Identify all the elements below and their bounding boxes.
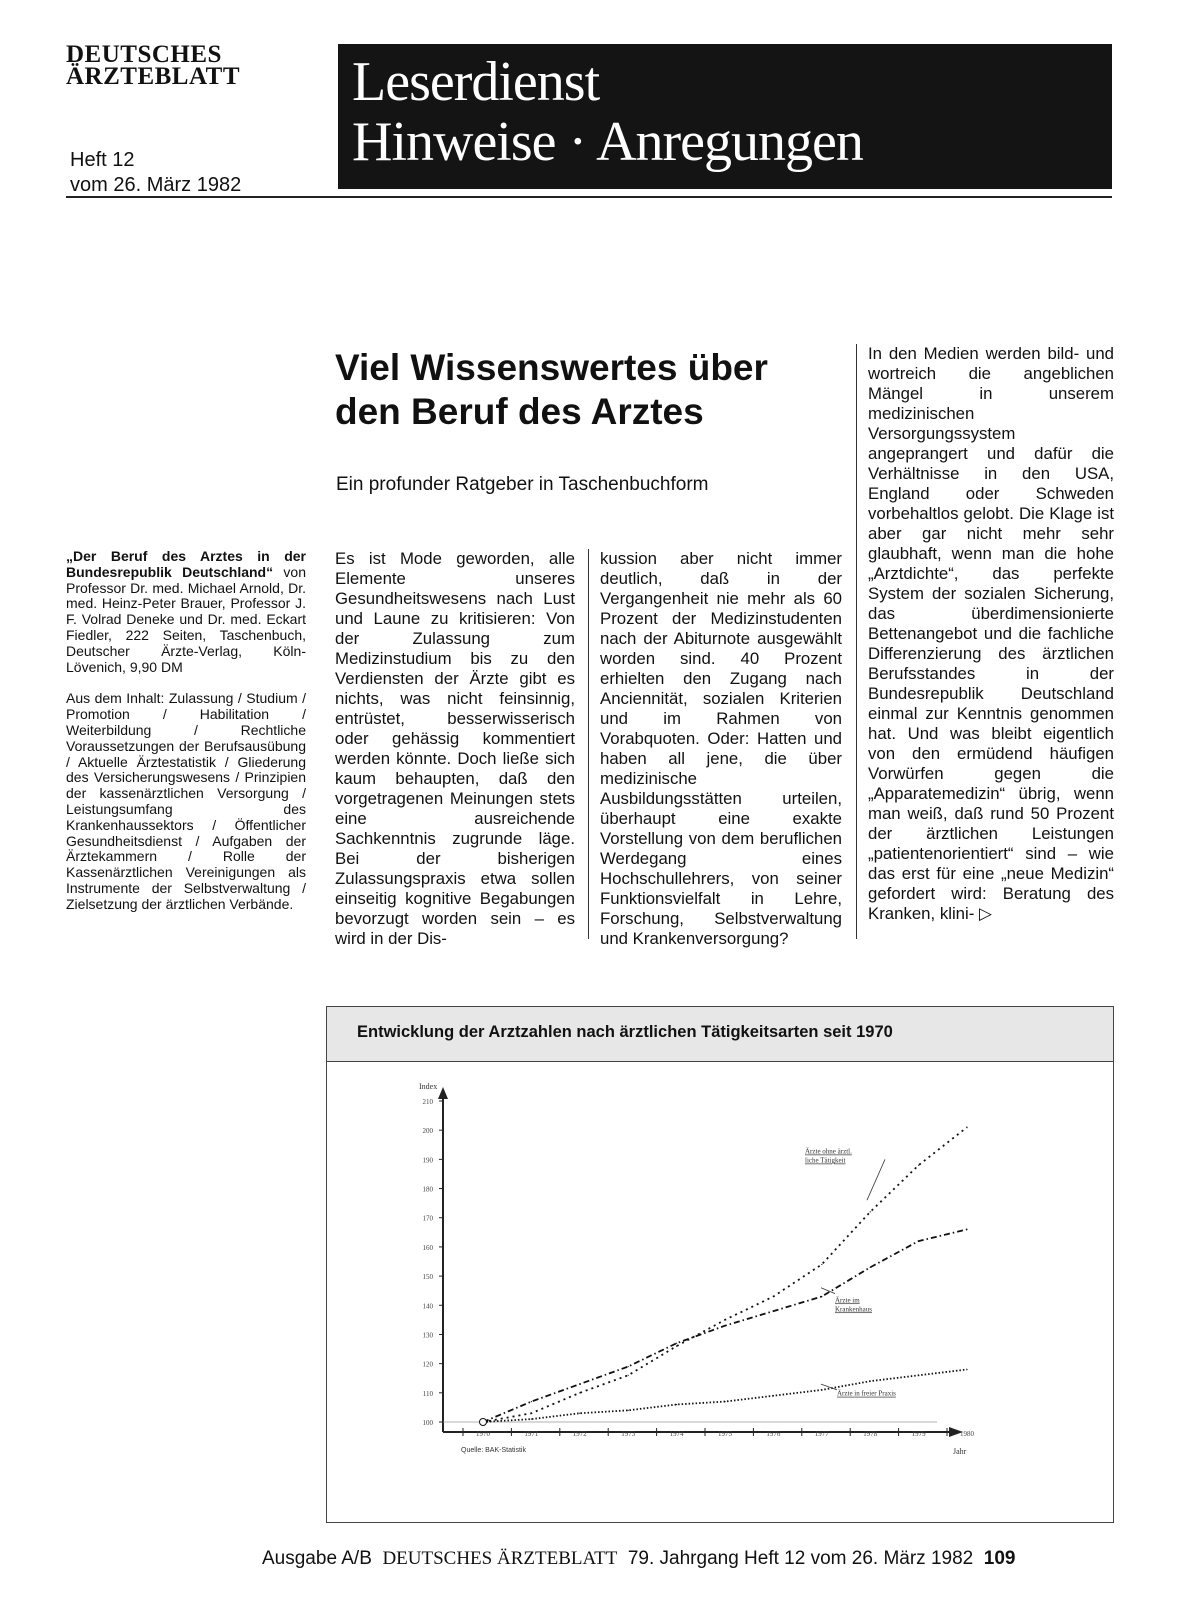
book-contents: Aus dem Inhalt: Zulassung / Studium / Promotion / Habilitation / Weiterbildung / Rechtliche Voraussetzungen der Berufsausübung / Aktuelle Ärztestatistik / Gliederung des Versicherungswesens / Prinzipien der kassenärztlichen Versorgung / Leistungsumfang des Krankenhaussektors / Öffentlicher Gesundheitsdienst / Aufgaben der Ärztekammern / Rolle der Kassenärztlichen Vereinigungen als Instrumente der Selbstverwaltung / Zielsetzung der ärztlichen Verbände. xyxy=(66,690,306,912)
y-tick-label: 200 xyxy=(422,1127,433,1136)
data-point xyxy=(724,1401,725,1402)
x-axis-label: Jahr xyxy=(953,1447,967,1456)
section-banner xyxy=(338,44,1112,189)
chart-source: Quelle: BAK-Statistik xyxy=(461,1447,526,1454)
data-point xyxy=(531,1413,532,1414)
data-point xyxy=(531,1401,532,1402)
banner-subtitle: Hinweise · Anregungen xyxy=(352,111,863,173)
y-tick-label: 100 xyxy=(422,1419,433,1427)
y-tick-label: 110 xyxy=(422,1389,433,1398)
data-point xyxy=(724,1319,725,1320)
data-point xyxy=(966,1369,967,1370)
y-tick-label: 130 xyxy=(422,1331,433,1340)
x-tick-label: 1977 xyxy=(814,1430,829,1438)
data-point xyxy=(724,1325,725,1326)
issue-number: Heft 12 xyxy=(70,149,135,171)
y-tick-label: 170 xyxy=(422,1214,433,1223)
data-point xyxy=(773,1395,774,1396)
series-label: Ärzte in freier Praxis xyxy=(837,1389,896,1398)
x-tick-label: 1979 xyxy=(911,1430,926,1438)
footer-issue: 79. Jahrgang Heft 12 vom 26. März 1982 xyxy=(627,1548,974,1569)
data-point xyxy=(918,1165,919,1166)
data-point xyxy=(579,1383,580,1384)
y-tick-label: 190 xyxy=(422,1156,433,1165)
masthead-logo xyxy=(66,41,241,90)
header-rule xyxy=(66,196,1112,198)
chart-frame xyxy=(326,1006,1114,1523)
book-info-sidebar xyxy=(66,549,306,929)
footer-magazine: DEUTSCHES ÄRZTEBLATT xyxy=(382,1548,618,1569)
x-tick-label: 1980 xyxy=(960,1430,974,1438)
origin-point xyxy=(480,1419,487,1426)
data-point xyxy=(628,1366,629,1367)
y-axis-arrow xyxy=(438,1087,448,1099)
y-axis-label: Index xyxy=(419,1082,438,1091)
chart-title: Entwicklung der Arztzahlen nach ärztlichen Tätigkeitsarten seit 1970 xyxy=(357,1023,893,1041)
data-point xyxy=(531,1418,532,1419)
series-label: liche Tätigkeit xyxy=(805,1156,846,1165)
data-point xyxy=(870,1211,871,1212)
article-subtitle: Ein profunder Ratgeber in Taschenbuchform xyxy=(336,474,709,495)
y-tick-label: 120 xyxy=(422,1360,433,1369)
masthead-line-2: ÄRZTEBLATT xyxy=(66,63,241,90)
data-point xyxy=(676,1346,677,1347)
x-tick-label: 1975 xyxy=(718,1430,732,1438)
data-point xyxy=(773,1311,774,1312)
data-point xyxy=(821,1389,822,1390)
article-column-2: kussion aber nicht immer deutlich, daß in der Vergangenheit nie mehr als 60 Prozent der Medizinstudenten nach der Abiturnote ausgewählt worden sind. 40 Prozent erhielten den Zugang nach Anciennität, sozialen Kriterien und im Rahmen von Vorabquoten. Oder: Hatten und haben all jene, die über medizinische Ausbildungsstätten urteilen, überhaupt eine exakte Vorstellung von dem beruflichen Werdegang eines Hochschullehrers, von seiner Funktionsvielfalt in Lehre, Forschung, Selbstverwaltung und Krankenversorgung? xyxy=(600,549,842,948)
chart-header xyxy=(327,1007,1113,1062)
x-tick-label: 1976 xyxy=(766,1430,781,1438)
y-tick-label: 160 xyxy=(422,1243,433,1252)
y-tick-label: 140 xyxy=(422,1302,433,1311)
data-point xyxy=(870,1267,871,1268)
column-divider-1 xyxy=(588,549,589,939)
page-number: 109 xyxy=(983,1548,1016,1569)
x-tick-label: 1973 xyxy=(621,1430,636,1438)
issue-info xyxy=(70,148,241,198)
column-divider-2 xyxy=(856,344,857,939)
data-point xyxy=(676,1343,677,1344)
data-point xyxy=(773,1296,774,1297)
series-label-leader xyxy=(867,1159,885,1200)
article-column-1: Es ist Mode geworden, alle Elemente unseres Gesundheitswesens nach Lust und Laune zu kritisieren: Von der Zulassung zum Medizinstudium bis zu den Verdiensten der Ärzte gibt es nichts, was nicht feinsinnig, entrüstet, besserwisserisch oder gehässig kommentiert werden könnte. Doch ließe sich kaum behaupten, daß den vorgetragenen Meinungen stets eine ausreichende Sachkenntnis zugrunde läge. Bei der bisherigen Zulassungspraxis etwa sollen einseitig kognitive Begabungen bevorzugt worden sein – es wird in der Dis- xyxy=(335,549,575,948)
data-point xyxy=(821,1296,822,1297)
data-point xyxy=(628,1410,629,1411)
book-title: „Der Beruf des Arztes in der Bundesrepublik Deutschland“ xyxy=(66,548,306,580)
issue-date: vom 26. März 1982 xyxy=(70,174,242,196)
x-tick-label: 1971 xyxy=(524,1430,539,1438)
y-tick-label: 210 xyxy=(422,1098,433,1106)
series-label: Ärzte im xyxy=(835,1296,860,1305)
series-label: Ärzte ohne ärztl. xyxy=(805,1147,852,1156)
book-details: von Professor Dr. med. Michael Arnold, Dr. med. Heinz-Peter Brauer, Professor J. F. Volrad Deneke und Dr. med. Eckart Fiedler, 222 Seiten, Taschenbuch, Deutscher Ärzte-Verlag, Köln-Lövenich, 9,90 DM xyxy=(66,563,307,675)
data-point xyxy=(918,1240,919,1241)
data-point xyxy=(966,1229,967,1230)
page-footer xyxy=(262,1548,1016,1570)
banner-title: Leserdienst xyxy=(352,51,600,113)
masthead-line-1: DEUTSCHES xyxy=(66,41,222,68)
data-point xyxy=(918,1375,919,1376)
x-tick-label: 1972 xyxy=(572,1430,587,1438)
y-tick-label: 180 xyxy=(422,1185,433,1194)
data-point xyxy=(870,1381,871,1382)
article-column-3: In den Medien werden bild- und wortreich die angeblichen Mängel in unserem medizinischen Versorgungssystem angeprangert und dafür die Verhältnisse in den USA, England oder Schweden vorbehaltlos gelobt. Die Klage ist aber gar nicht mehr sehr glaubhaft, wenn man die hohe „Arztdichte“, das perfekte System der sozialen Sicherung, das überdimensionierte Bettenangebot und die fachliche Differenzierung des ärztlichen Berufsstandes in der Bundesrepublik Deutschland einmal zur Kenntnis genommen hat. Und was bleibt eigentlich von den ermüdend häufigen Vorwürfen gegen die „Apparatemedizin“ übrig, wenn man weiß, daß rund 50 Prozent der ärztlichen Leistungen „patientenorientiert“ sind – wie das erst für eine „neue Medizin“ gefordert wird: Beratung des Kranken, klini- ▷ xyxy=(868,344,1114,923)
data-point xyxy=(579,1413,580,1414)
data-point xyxy=(579,1392,580,1393)
x-tick-label: 1974 xyxy=(669,1430,684,1438)
data-point xyxy=(966,1127,967,1128)
x-tick-label: 1978 xyxy=(863,1430,878,1438)
x-tick-label: 1970 xyxy=(476,1430,490,1438)
data-point xyxy=(628,1375,629,1376)
article-title: Viel Wissenswertes über den Beruf des Arztes xyxy=(335,347,768,432)
book-reference xyxy=(66,549,306,675)
data-point xyxy=(676,1404,677,1405)
data-point xyxy=(821,1264,822,1265)
footer-edition: Ausgabe A/B xyxy=(262,1548,372,1569)
y-tick-label: 150 xyxy=(422,1273,433,1282)
line-chart xyxy=(327,1063,1112,1521)
series-label: Krankenhaus xyxy=(835,1305,872,1314)
